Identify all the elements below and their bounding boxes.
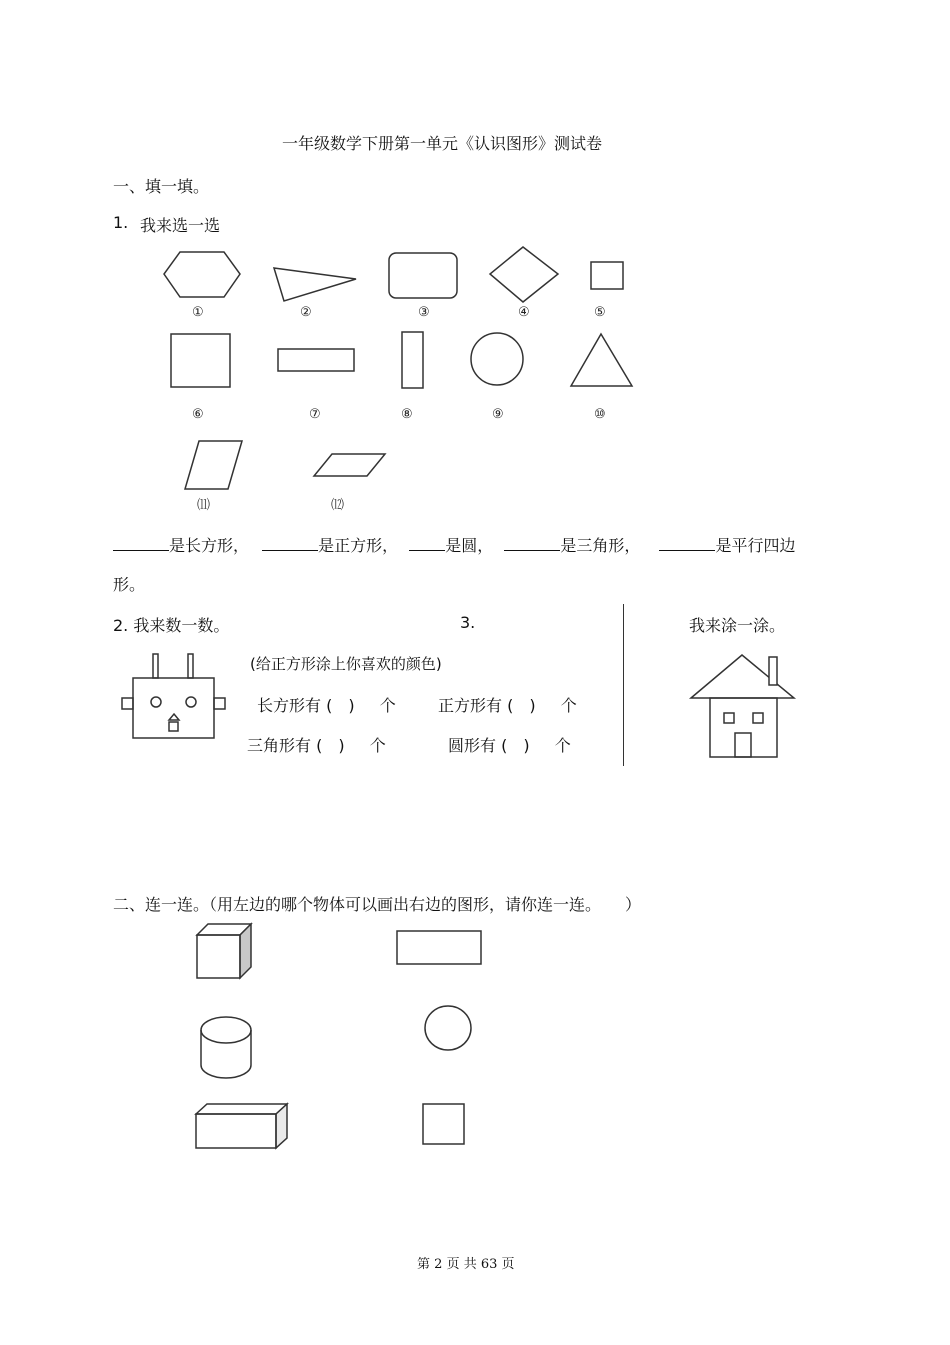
section-1-heading: 一、填一填。 — [113, 177, 210, 196]
fill-line — [113, 533, 795, 556]
question-1-text: 我来选一选 — [140, 216, 221, 235]
shape-10-triangle — [569, 332, 635, 388]
answer-blank-parallelogram[interactable] — [659, 536, 715, 551]
count-square-blank[interactable]: ( ) — [507, 696, 536, 715]
count-rectangle: 长方形有 ( ) 个 — [257, 696, 396, 715]
fill-triangle-label: 是三角形， — [560, 536, 641, 555]
fill-square-label: 是正方形， — [318, 536, 399, 555]
shape-2-triangle — [272, 266, 358, 302]
circle-shape — [423, 1004, 475, 1054]
page-footer: 第 2 页 共 63 页 — [417, 1257, 515, 1272]
long-rectangle-shape — [396, 930, 484, 968]
count-circle-blank[interactable]: ( ) — [501, 736, 530, 755]
shape-6-square — [170, 333, 234, 389]
square-shape — [422, 1103, 468, 1147]
page-total: 63 — [480, 1257, 498, 1272]
shape-number-2: ② — [300, 305, 312, 320]
shape-7-long-rectangle — [277, 348, 357, 374]
shape-number-4: ④ — [518, 305, 530, 320]
color-instruction: (给正方形涂上你喜欢的颜色) — [250, 655, 442, 673]
count-circle: 圆形有 ( ) 个 — [448, 736, 571, 755]
shape-number-1: ① — [192, 305, 204, 320]
shape-11-parallelogram — [183, 439, 245, 493]
question-1-label: 1. — [113, 213, 129, 232]
shape-8-tall-rectangle — [401, 331, 425, 391]
shape-1-hexagon — [162, 251, 242, 299]
question-3-label: 3. — [460, 613, 476, 632]
shape-number-5: ⑤ — [594, 305, 606, 320]
page-title: 一年级数学下册第一单元《认识图形》测试卷 — [282, 134, 603, 153]
shape-5-small-square — [590, 261, 626, 291]
house-figure — [688, 653, 800, 761]
shape-number-7: ⑦ — [309, 407, 321, 422]
shape-number-3: ③ — [418, 305, 430, 320]
shape-4-diamond — [488, 245, 560, 305]
answer-blank-circle[interactable] — [409, 536, 445, 551]
column-divider — [623, 604, 624, 766]
shape-9-circle — [470, 331, 526, 389]
answer-blank-rectangle[interactable] — [113, 536, 169, 551]
count-square: 正方形有 ( ) 个 — [438, 696, 577, 715]
fill-circle-label: 是圆， — [445, 536, 494, 555]
fill-rectangle-label: 是长方形， — [169, 536, 250, 555]
shape-number-10: ⑩ — [594, 407, 606, 422]
shape-number-6: ⑥ — [192, 407, 204, 422]
section-2-heading: 二、连一连。（用左边的哪个物体可以画出右边的图形，请你连一连。 ） — [113, 895, 642, 914]
shape-number-11: ⑾ — [197, 498, 211, 513]
question-3-text: 我来涂一涂。 — [689, 616, 786, 635]
shape-3-rounded-rectangle — [388, 252, 460, 300]
answer-blank-triangle[interactable] — [504, 536, 560, 551]
shape-number-9: ⑨ — [492, 407, 504, 422]
question-2-label: 2. 我来数一数。 — [113, 616, 230, 635]
cylinder-object — [199, 1015, 255, 1083]
fill-parallelogram-label: 是平行四边 — [715, 536, 796, 555]
fill-tail: 形。 — [113, 575, 146, 594]
count-rectangle-blank[interactable]: ( ) — [326, 696, 355, 715]
robot-figure — [120, 652, 232, 742]
answer-blank-square[interactable] — [262, 536, 318, 551]
shape-number-8: ⑧ — [401, 407, 413, 422]
cuboid-object — [194, 1102, 292, 1152]
count-triangle: 三角形有 ( ) 个 — [247, 736, 386, 755]
shape-number-12: ⑿ — [331, 498, 345, 513]
page-number: 2 — [434, 1257, 443, 1272]
cube-object — [195, 922, 255, 982]
shape-12-parallelogram — [312, 452, 388, 478]
count-triangle-blank[interactable]: ( ) — [316, 736, 345, 755]
